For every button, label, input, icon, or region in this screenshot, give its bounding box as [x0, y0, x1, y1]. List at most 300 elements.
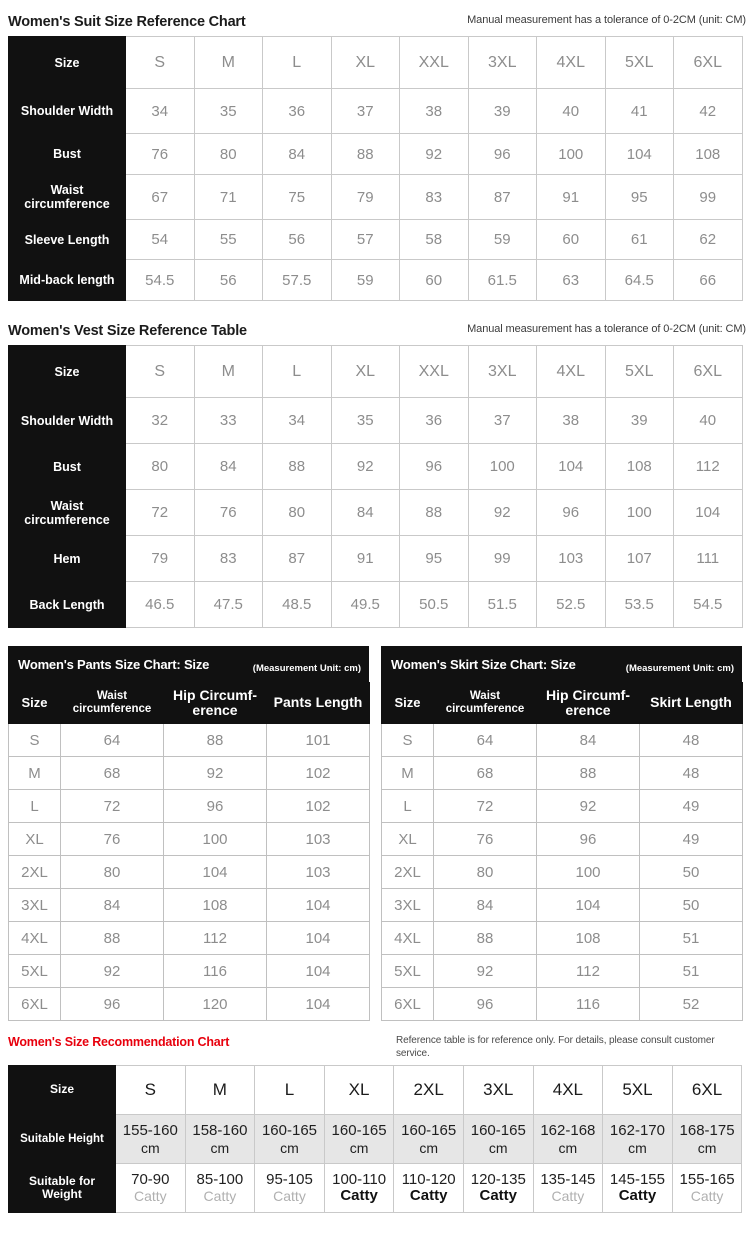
pants-col-waist: Waist circumference [61, 683, 164, 724]
rec-size-xl: XL [324, 1066, 394, 1115]
table-cell: 88 [537, 757, 640, 790]
weight-value: 85-100 [196, 1171, 244, 1189]
table-cell: 36 [263, 89, 332, 134]
suit-size-header: Size [9, 37, 126, 89]
table-row [9, 988, 370, 1021]
table-cell: 104 [267, 955, 370, 988]
table-row [9, 398, 743, 444]
table-cell: 2XL [382, 856, 434, 889]
vest-row-label: Waist circumference [9, 490, 126, 536]
table-cell [672, 1115, 742, 1164]
suit-note: Manual measurement has a tolerance of 0-2CM (unit: CM) [467, 14, 746, 26]
table-cell: 51 [640, 955, 743, 988]
suitable-height-row [9, 1115, 742, 1164]
table-cell: 3XL [9, 889, 61, 922]
table-cell: 55 [194, 220, 263, 260]
suit-size-xl: XL [331, 37, 400, 89]
table-cell: 49.5 [331, 582, 400, 628]
table-cell: 104 [267, 922, 370, 955]
table-cell: 96 [61, 988, 164, 1021]
vest-size-table [8, 345, 743, 628]
table-cell [533, 1115, 603, 1164]
table-cell: 83 [194, 536, 263, 582]
table-cell: 72 [126, 490, 195, 536]
table-cell: 104 [267, 889, 370, 922]
table-cell [116, 1115, 186, 1164]
table-cell: 64.5 [605, 260, 674, 301]
table-cell [185, 1115, 255, 1164]
table-cell: 92 [400, 134, 469, 175]
height-unit: cm [697, 1139, 717, 1156]
skirt-title: Women's Skirt Size Chart: Size [391, 656, 576, 672]
pants-unit: (Measurement Unit: cm) [252, 662, 361, 674]
pants-title: Women's Pants Size Chart: Size [18, 656, 210, 672]
weight-value: 70-90 [131, 1171, 170, 1189]
table-cell: 52 [640, 988, 743, 1021]
weight-unit: Catty [551, 1187, 585, 1204]
height-value: 158-160 [192, 1122, 248, 1140]
table-cell: 92 [61, 955, 164, 988]
table-cell: 112 [164, 922, 267, 955]
table-row [9, 175, 743, 220]
table-cell: 51 [640, 922, 743, 955]
table-cell: 61.5 [468, 260, 537, 301]
table-cell: 32 [126, 398, 195, 444]
skirt-col-waist: Waist circumference [434, 683, 537, 724]
table-cell [463, 1115, 533, 1164]
table-cell: 64 [434, 724, 537, 757]
table-cell: 6XL [382, 988, 434, 1021]
table-cell: 68 [434, 757, 537, 790]
rec-size-header: Size [9, 1066, 116, 1115]
table-cell: 95 [400, 536, 469, 582]
height-value: 168-175 [679, 1122, 735, 1140]
table-cell: 95 [605, 175, 674, 220]
table-cell: 63 [537, 260, 606, 301]
vest-section-header [0, 323, 750, 339]
skirt-banner [381, 646, 742, 682]
table-cell: 50 [640, 856, 743, 889]
table-cell: 38 [537, 398, 606, 444]
table-cell: L [382, 790, 434, 823]
table-cell: 5XL [382, 955, 434, 988]
vest-row-label: Shoulder Width [9, 398, 126, 444]
weight-unit: Catty [409, 1187, 448, 1204]
table-cell [533, 1164, 603, 1213]
vest-size-header: Size [9, 346, 126, 398]
rec-size-6xl: 6XL [672, 1066, 742, 1115]
height-unit: cm [558, 1139, 578, 1156]
table-cell: 103 [537, 536, 606, 582]
table-cell: 96 [400, 444, 469, 490]
table-header-row [9, 346, 743, 398]
table-cell: 92 [537, 790, 640, 823]
table-cell: 41 [605, 89, 674, 134]
table-row [382, 757, 743, 790]
table-cell: 96 [537, 823, 640, 856]
table-cell: 96 [537, 490, 606, 536]
rec-size-m: M [185, 1066, 255, 1115]
table-row [382, 856, 743, 889]
table-cell: 57 [331, 220, 400, 260]
skirt-block [381, 646, 742, 1021]
vest-size-6xl: 6XL [674, 346, 743, 398]
table-cell: 33 [194, 398, 263, 444]
recommendation-table [8, 1065, 742, 1213]
weight-value: 135-145 [540, 1171, 596, 1189]
table-cell: 35 [194, 89, 263, 134]
suit-section-header [0, 14, 750, 30]
table-row [9, 922, 370, 955]
pants-block [8, 646, 369, 1021]
table-cell: 92 [434, 955, 537, 988]
table-row [9, 220, 743, 260]
table-cell [603, 1115, 673, 1164]
table-cell: M [9, 757, 61, 790]
pants-banner [8, 646, 369, 682]
table-cell: 37 [468, 398, 537, 444]
table-cell: 57.5 [263, 260, 332, 301]
weight-value: 145-155 [609, 1170, 665, 1188]
table-cell: 67 [126, 175, 195, 220]
table-row [382, 889, 743, 922]
suit-size-s: S [126, 37, 195, 89]
table-cell: 104 [674, 490, 743, 536]
table-row [9, 955, 370, 988]
suit-row-label: Shoulder Width [9, 89, 126, 134]
table-cell [324, 1115, 394, 1164]
pants-skirt-section [8, 644, 742, 1021]
suit-size-4xl: 4XL [537, 37, 606, 89]
table-cell: 100 [605, 490, 674, 536]
table-cell: 100 [537, 856, 640, 889]
rec-size-l: L [255, 1066, 325, 1115]
table-cell [603, 1164, 673, 1213]
table-cell: 84 [263, 134, 332, 175]
table-cell: 88 [263, 444, 332, 490]
table-cell: 80 [434, 856, 537, 889]
table-cell: 40 [674, 398, 743, 444]
table-cell: 56 [263, 220, 332, 260]
table-cell [255, 1164, 325, 1213]
table-cell: 103 [267, 856, 370, 889]
table-cell: 4XL [382, 922, 434, 955]
table-cell: 34 [126, 89, 195, 134]
table-cell: 48.5 [263, 582, 332, 628]
table-cell: XL [9, 823, 61, 856]
table-cell [394, 1115, 464, 1164]
table-cell: 84 [434, 889, 537, 922]
table-cell: 87 [468, 175, 537, 220]
suitable-weight-row [9, 1164, 742, 1213]
pants-col-length: Pants Length [267, 683, 370, 724]
pants-col-size: Size [9, 683, 61, 724]
table-cell: 6XL [9, 988, 61, 1021]
weight-unit: Catty [133, 1187, 167, 1204]
table-header-row [9, 37, 743, 89]
table-cell: 103 [267, 823, 370, 856]
table-cell: 84 [331, 490, 400, 536]
table-cell: 112 [674, 444, 743, 490]
table-cell: 83 [400, 175, 469, 220]
table-cell: 56 [194, 260, 263, 301]
skirt-unit: (Measurement Unit: cm) [625, 662, 734, 674]
table-cell: XL [382, 823, 434, 856]
table-header-row [9, 1066, 742, 1115]
table-cell: 102 [267, 757, 370, 790]
table-cell: L [9, 790, 61, 823]
table-cell: 40 [537, 89, 606, 134]
table-row [382, 724, 743, 757]
table-row [9, 582, 743, 628]
table-cell: 84 [61, 889, 164, 922]
table-cell: 88 [400, 490, 469, 536]
table-cell: 2XL [9, 856, 61, 889]
table-cell [672, 1164, 742, 1213]
rec-height-label: Suitable Height [9, 1115, 116, 1164]
table-cell: 116 [164, 955, 267, 988]
rec-size-s: S [116, 1066, 186, 1115]
table-cell: 80 [61, 856, 164, 889]
table-row [9, 89, 743, 134]
rec-size-5xl: 5XL [603, 1066, 673, 1115]
weight-value: 120-135 [470, 1170, 526, 1188]
table-cell: 49 [640, 790, 743, 823]
table-cell: 76 [126, 134, 195, 175]
vest-size-xl: XL [331, 346, 400, 398]
table-cell: 107 [605, 536, 674, 582]
height-value: 160-165 [331, 1122, 387, 1140]
table-row [9, 134, 743, 175]
vest-row-label: Hem [9, 536, 126, 582]
vest-row-label: Bust [9, 444, 126, 490]
table-row [382, 922, 743, 955]
table-cell: 88 [331, 134, 400, 175]
table-row [9, 444, 743, 490]
table-cell: S [382, 724, 434, 757]
table-cell: 79 [331, 175, 400, 220]
table-cell: 112 [537, 955, 640, 988]
table-cell: 91 [331, 536, 400, 582]
table-cell: 61 [605, 220, 674, 260]
height-value: 160-165 [261, 1122, 318, 1140]
height-unit: cm [419, 1139, 438, 1156]
table-cell: 54.5 [674, 582, 743, 628]
table-cell: 88 [61, 922, 164, 955]
table-cell: 39 [605, 398, 674, 444]
table-cell: 84 [537, 724, 640, 757]
table-cell: 101 [267, 724, 370, 757]
vest-size-l: L [263, 346, 332, 398]
table-cell: 5XL [9, 955, 61, 988]
table-cell: 111 [674, 536, 743, 582]
vest-note: Manual measurement has a tolerance of 0-2CM (unit: CM) [467, 323, 746, 335]
recommendation-section-header [0, 1035, 750, 1060]
weight-unit: Catty [479, 1187, 518, 1204]
rec-weight-label: Suitable for Weight [9, 1164, 116, 1213]
table-cell: 104 [605, 134, 674, 175]
table-cell: 59 [331, 260, 400, 301]
table-cell: 80 [263, 490, 332, 536]
height-unit: cm [280, 1139, 299, 1156]
table-cell: 64 [61, 724, 164, 757]
table-cell: 50 [640, 889, 743, 922]
table-row [382, 823, 743, 856]
table-cell: 53.5 [605, 582, 674, 628]
table-cell [463, 1164, 533, 1213]
table-cell [255, 1115, 325, 1164]
table-cell: 48 [640, 757, 743, 790]
table-cell: 35 [331, 398, 400, 444]
table-cell: 66 [674, 260, 743, 301]
vest-title: Women's Vest Size Reference Table [8, 323, 247, 339]
table-row [9, 490, 743, 536]
table-row [9, 856, 370, 889]
vest-size-xxl: XXL [400, 346, 469, 398]
table-cell: 37 [331, 89, 400, 134]
suit-row-label: Waist circumference [9, 175, 126, 220]
table-row [9, 260, 743, 301]
skirt-col-size: Size [382, 683, 434, 724]
table-row [9, 889, 370, 922]
table-cell: 36 [400, 398, 469, 444]
table-cell: 96 [468, 134, 537, 175]
table-cell: 104 [537, 889, 640, 922]
suit-size-xxl: XXL [400, 37, 469, 89]
table-cell: 34 [263, 398, 332, 444]
table-row [382, 988, 743, 1021]
table-row [9, 536, 743, 582]
table-cell: 4XL [9, 922, 61, 955]
suit-size-l: L [263, 37, 332, 89]
table-cell: 104 [164, 856, 267, 889]
table-cell: 87 [263, 536, 332, 582]
table-cell: 108 [537, 922, 640, 955]
recommendation-note: Reference table is for reference only. For details, please consult customer service. [396, 1035, 715, 1059]
table-cell: 100 [164, 823, 267, 856]
table-cell: 108 [674, 134, 743, 175]
height-unit: cm [628, 1139, 647, 1156]
table-cell: 46.5 [126, 582, 195, 628]
table-cell: 92 [468, 490, 537, 536]
height-unit: cm [488, 1139, 508, 1156]
table-cell: 62 [674, 220, 743, 260]
table-cell: 52.5 [537, 582, 606, 628]
table-cell: 96 [434, 988, 537, 1021]
table-row [9, 823, 370, 856]
rec-size-4xl: 4XL [533, 1066, 603, 1115]
table-cell: 96 [164, 790, 267, 823]
table-cell: 108 [164, 889, 267, 922]
table-cell: 50.5 [400, 582, 469, 628]
height-value: 160-165 [470, 1122, 526, 1140]
suit-size-m: M [194, 37, 263, 89]
weight-value: 95-105 [266, 1171, 313, 1189]
table-cell: 76 [61, 823, 164, 856]
table-cell: 80 [126, 444, 195, 490]
vest-size-3xl: 3XL [468, 346, 537, 398]
vest-row-label: Back Length [9, 582, 126, 628]
height-value: 160-165 [401, 1122, 457, 1140]
table-cell: 91 [537, 175, 606, 220]
table-row [9, 790, 370, 823]
table-cell: 54.5 [126, 260, 195, 301]
height-value: 162-170 [609, 1122, 665, 1140]
table-cell: 92 [164, 757, 267, 790]
table-cell: 79 [126, 536, 195, 582]
table-cell: 71 [194, 175, 263, 220]
skirt-col-hip: Hip Circumf-erence [537, 683, 640, 724]
suit-title: Women's Suit Size Reference Chart [8, 14, 246, 30]
table-row [9, 757, 370, 790]
table-cell: 59 [468, 220, 537, 260]
vest-size-s: S [126, 346, 195, 398]
table-cell: 38 [400, 89, 469, 134]
table-cell [116, 1164, 186, 1213]
table-cell: 72 [61, 790, 164, 823]
weight-unit: Catty [618, 1187, 657, 1204]
table-cell: 88 [164, 724, 267, 757]
skirt-size-table [381, 682, 743, 1021]
table-cell: 84 [194, 444, 263, 490]
table-row [9, 724, 370, 757]
suit-row-label: Bust [9, 134, 126, 175]
weight-value: 155-165 [679, 1171, 735, 1189]
table-header-row [9, 683, 370, 724]
table-cell: 76 [434, 823, 537, 856]
table-cell: 75 [263, 175, 332, 220]
table-cell: 102 [267, 790, 370, 823]
table-cell: 48 [640, 724, 743, 757]
weight-value: 110-120 [401, 1170, 456, 1188]
table-cell: 60 [400, 260, 469, 301]
table-cell: 39 [468, 89, 537, 134]
table-cell: 116 [537, 988, 640, 1021]
suit-row-label: Mid-back length [9, 260, 126, 301]
table-cell: 60 [537, 220, 606, 260]
table-cell: M [382, 757, 434, 790]
table-cell: S [9, 724, 61, 757]
table-cell: 58 [400, 220, 469, 260]
table-cell: 47.5 [194, 582, 263, 628]
table-header-row [382, 683, 743, 724]
table-cell: 100 [537, 134, 606, 175]
weight-unit: Catty [690, 1187, 724, 1204]
suit-size-3xl: 3XL [468, 37, 537, 89]
table-cell: 54 [126, 220, 195, 260]
suit-size-table [8, 36, 743, 301]
table-row [382, 955, 743, 988]
rec-size-3xl: 3XL [463, 1066, 533, 1115]
pants-size-table [8, 682, 370, 1021]
table-cell: 108 [605, 444, 674, 490]
height-unit: cm [349, 1139, 369, 1156]
table-cell: 104 [537, 444, 606, 490]
weight-value: 100-110 [332, 1170, 387, 1188]
rec-size-2xl: 2XL [394, 1066, 464, 1115]
suit-size-6xl: 6XL [674, 37, 743, 89]
height-value: 155-160 [122, 1122, 178, 1140]
table-cell [324, 1164, 394, 1213]
table-cell: 88 [434, 922, 537, 955]
suit-size-5xl: 5XL [605, 37, 674, 89]
height-unit: cm [210, 1139, 230, 1156]
table-cell [394, 1164, 464, 1213]
skirt-col-length: Skirt Length [640, 683, 743, 724]
weight-unit: Catty [340, 1187, 378, 1204]
height-unit: cm [140, 1139, 160, 1156]
table-cell: 72 [434, 790, 537, 823]
